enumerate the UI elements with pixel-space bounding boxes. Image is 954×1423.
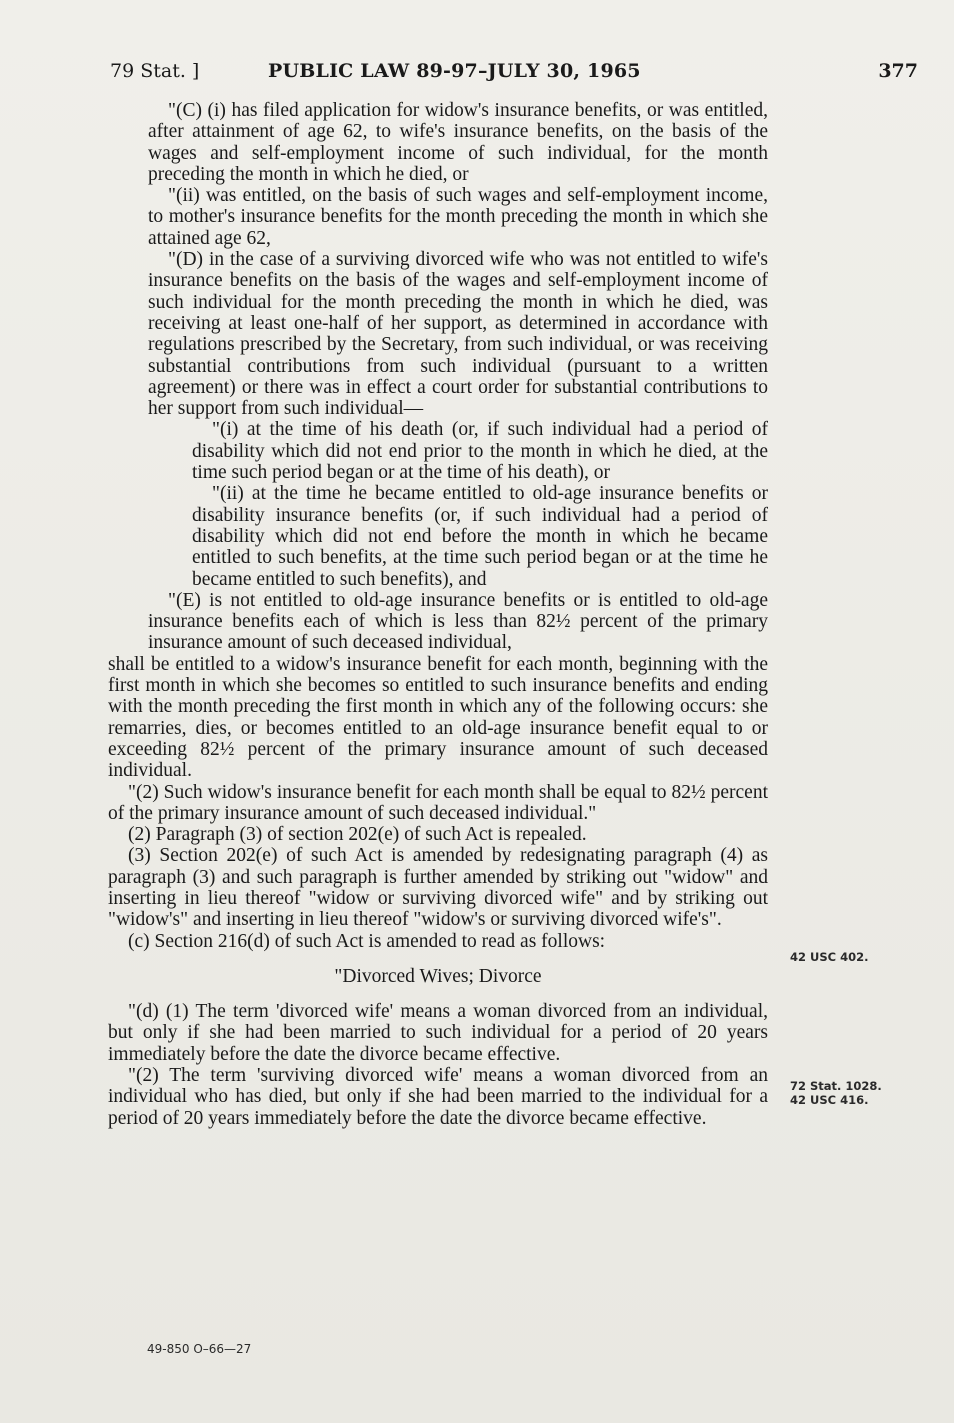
paragraph-c-i: "(C) (i) has filed application for widow's insurance benefits, or was entitled, after attainment of age 62, to wife's insurance benefits, on the basis of the wages and self-employment income of such individual, for the month preceding the month in which he died, or bbox=[148, 100, 768, 185]
paragraph-e: "(E) is not entitled to old-age insurance benefits or is entitled to old-age insurance benefits each of which is less than 82½ percent of the primary insurance amount of such deceased individual, bbox=[148, 589, 768, 654]
page-header bbox=[110, 60, 918, 90]
margin-note-72-stat bbox=[790, 1079, 900, 1107]
paragraph-d: "(D) in the case of a surviving divorced wife who was not entitled to wife's insurance benefits on the basis of the wages and self-employment income of such individual for the month preceding the month in which he died, was receiving at least one-half of her support, as determined in accordance with regulations prescribed by the Secretary, from such individual, or was receiving substantial contributions from such individual (pursuant to a written agreement) or there was in effect a court order for substantial contributions to her support from such individual— bbox=[148, 249, 768, 420]
paragraph-repeal: (2) Paragraph (3) of section 202(e) of such Act is repealed. bbox=[128, 824, 587, 846]
margin-note-42-usc-402 bbox=[790, 950, 900, 964]
margin-note-line: 72 Stat. 1028. bbox=[790, 1079, 882, 1093]
paragraph-surviving-divorced-wife: "(2) The term 'surviving divorced wife' means a woman divorced from an individual who has died, but only if she had been married to the individual for a period of 20 years immediately before the date the divorce became effective. bbox=[108, 1065, 768, 1129]
paragraph-entitlement: shall be entitled to a widow's insurance benefit for each month, beginning with the first month in which she becomes so entitled to such insurance benefits and ending with the month preceding the first month in which any of the following occurs: she remarries, dies, or becomes entitled to an old-age insurance benefit equal to or exceeding 82½ percent of the primary insurance amount of such deceased individual. bbox=[108, 653, 768, 782]
volume-reference: 79 Stat. ] bbox=[110, 60, 200, 82]
paragraph-2-benefit: "(2) Such widow's insurance benefit for each month shall be equal to 82½ percent of the primary insurance amount of such deceased individual." bbox=[108, 781, 768, 824]
margin-note-line: 42 USC 416. bbox=[790, 1093, 869, 1107]
paragraph-divorced-wife: "(d) (1) The term 'divorced wife' means a woman divorced from an individual, but only if she had been married to such individual for a period of 20 years immediately before the date the divorce became effective. bbox=[108, 1001, 768, 1065]
body-text bbox=[108, 100, 768, 1129]
margin-note-text: 42 USC 402. bbox=[790, 950, 869, 964]
paragraph-c-ii: "(ii) was entitled, on the basis of such wages and self-employment income, to mother's insurance benefits for the month preceding the month in which she attained age 62, bbox=[148, 185, 768, 249]
paragraph-d-ii: "(ii) at the time he became entitled to old-age insurance benefits or disability insurance benefits (or, if such individual had a period of disability which did not end before the month in which he became entitled to such benefits, at the time such period began or at the time he became entitled to such benefits), and bbox=[192, 483, 768, 590]
running-title: PUBLIC LAW 89-97–JULY 30, 1965 bbox=[268, 60, 641, 82]
section-heading: "Divorced Wives; Divorce bbox=[334, 965, 542, 987]
page-number: 377 bbox=[878, 60, 918, 82]
paragraph-section-216d: (c) Section 216(d) of such Act is amended to read as follows: bbox=[128, 930, 606, 952]
print-code-footer: 49-850 O–66—27 bbox=[147, 1342, 252, 1356]
paragraph-amendment-202e: (3) Section 202(e) of such Act is amended by redesignating paragraph (4) as paragraph (3) and such paragraph is further amended by striking out "widow" and inserting in lieu thereof "widow or surviving divorced wife" and by striking out "widow's" and inserting in lieu thereof "widow's or surviving divorced wife's". bbox=[108, 845, 768, 931]
paragraph-d-i: "(i) at the time of his death (or, if such individual had a period of disability which did not end prior to the month in which he died, at the time such period began or at the time of his death), or bbox=[192, 419, 768, 484]
